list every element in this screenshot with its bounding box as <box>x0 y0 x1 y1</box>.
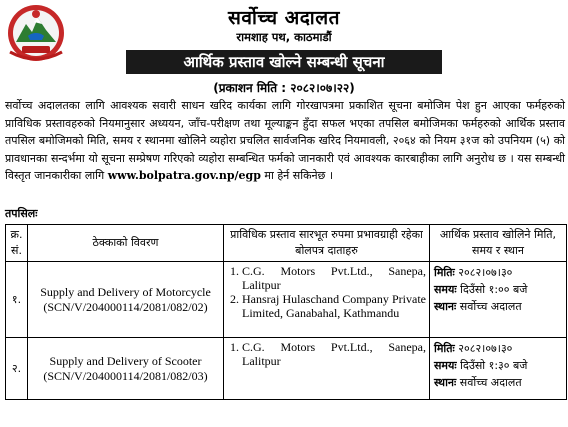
table-row <box>6 262 567 338</box>
row-description <box>28 338 224 400</box>
item-name: Supply and Delivery of Scooter <box>49 353 202 368</box>
time-label: समयः <box>434 283 457 296</box>
table-header-row <box>6 225 567 262</box>
details-label: तपसिलः <box>5 207 38 220</box>
bid-table <box>5 224 567 400</box>
date-label: मितिः <box>434 342 455 355</box>
notice-body <box>5 97 565 185</box>
notice-paragraph: सर्वोच्च अदालतका लागि आवश्यक सवारी साधन खरिद कार्यका लागि गोरखापत्रमा प्रकाशित सूचना बमोजिम पेश हुन आएका फर्महरुको प्राविधिक प्रस्तावहरुको नियमानुसार अध्ययन, जाँच-परीक्षण तथा मूल्याङ्कन हुँदा सफल भएका तपसिल बमोजिमका फर्महरुको आर्थिक प्रस्ताव तपसिल बमोजिमको मिति, समय र स्थानमा खोलिने व्यहोरा प्रचलित सार्वजनिक खरिद नियमावली, २०६४ को नियम ३१ज को उपनियम (५) को प्रावधानका सन्दर्भमा यो सूचना सम्प्रेषण गरिएको व्यहोरा सम्बन्धित फर्मको जानकारी एवं आवश्यक कारबाहीका लागि अनुरोध छ । यस सम्बन्धी विस्तृत जानकारीका लागि <box>5 99 565 183</box>
publication-date: (प्रकाशन मिति : २०८२।०७।२२) <box>213 81 355 95</box>
row-description <box>28 262 224 338</box>
bidder-item: 1. C.G. Motors Pvt.Ltd., Sanepa, Lalitpur <box>242 340 426 368</box>
court-name: सर्वोच्च अदालत <box>228 7 340 29</box>
opening-time: दिउँसो १:३० बजे <box>460 359 528 372</box>
row-sn: २. <box>6 338 28 400</box>
date-label: मितिः <box>434 266 455 279</box>
row-bidders <box>224 262 430 338</box>
item-ref: (SCN/V/204000114/2081/082/02) <box>43 299 208 314</box>
row-sn: १. <box>6 262 28 338</box>
bidder-item: 1. C.G. Motors Pvt.Ltd., Sanepa, Lalitpur <box>242 264 426 292</box>
row-opening <box>430 262 567 338</box>
place-label: स्थानः <box>434 376 457 389</box>
header-opening: आर्थिक प्रस्ताव खोलिने मिति, समय र स्थान <box>430 225 567 262</box>
row-bidders <box>224 338 430 400</box>
row-opening <box>430 338 567 400</box>
notice-title: आर्थिक प्रस्ताव खोल्ने सम्बन्धी सूचना <box>126 50 442 74</box>
notice-paragraph-end: मा हेर्न सकिनेछ । <box>264 169 334 183</box>
table-row <box>6 338 567 400</box>
header-description: ठेक्काको विवरण <box>28 225 224 262</box>
item-name: Supply and Delivery of Motorcycle <box>40 284 211 299</box>
time-label: समयः <box>434 359 457 372</box>
egp-link[interactable]: www.bolpatra.gov.np/egp <box>107 169 261 183</box>
bidder-item: 2. Hansraj Hulaschand Company Private Limited, Ganabahal, Kathmandu <box>242 292 426 320</box>
opening-time: दिउँसो १:०० बजे <box>460 283 528 296</box>
header-sn: क्र. सं. <box>6 225 28 262</box>
header-bidders: प्राविधिक प्रस्ताव सारभूत रुपमा प्रभावग्राही रहेका बोलपत्र दाताहरु <box>224 225 430 262</box>
opening-date: २०८२।०७।३० <box>458 266 513 279</box>
court-address: रामशाह पथ, काठमाडौं <box>236 30 332 44</box>
place-label: स्थानः <box>434 300 457 313</box>
item-ref: (SCN/V/204000114/2081/082/03) <box>43 368 208 383</box>
opening-date: २०८२।०७।३० <box>458 342 513 355</box>
opening-place: सर्वोच्च अदालत <box>459 300 522 313</box>
opening-place: सर्वोच्च अदालत <box>459 376 522 389</box>
